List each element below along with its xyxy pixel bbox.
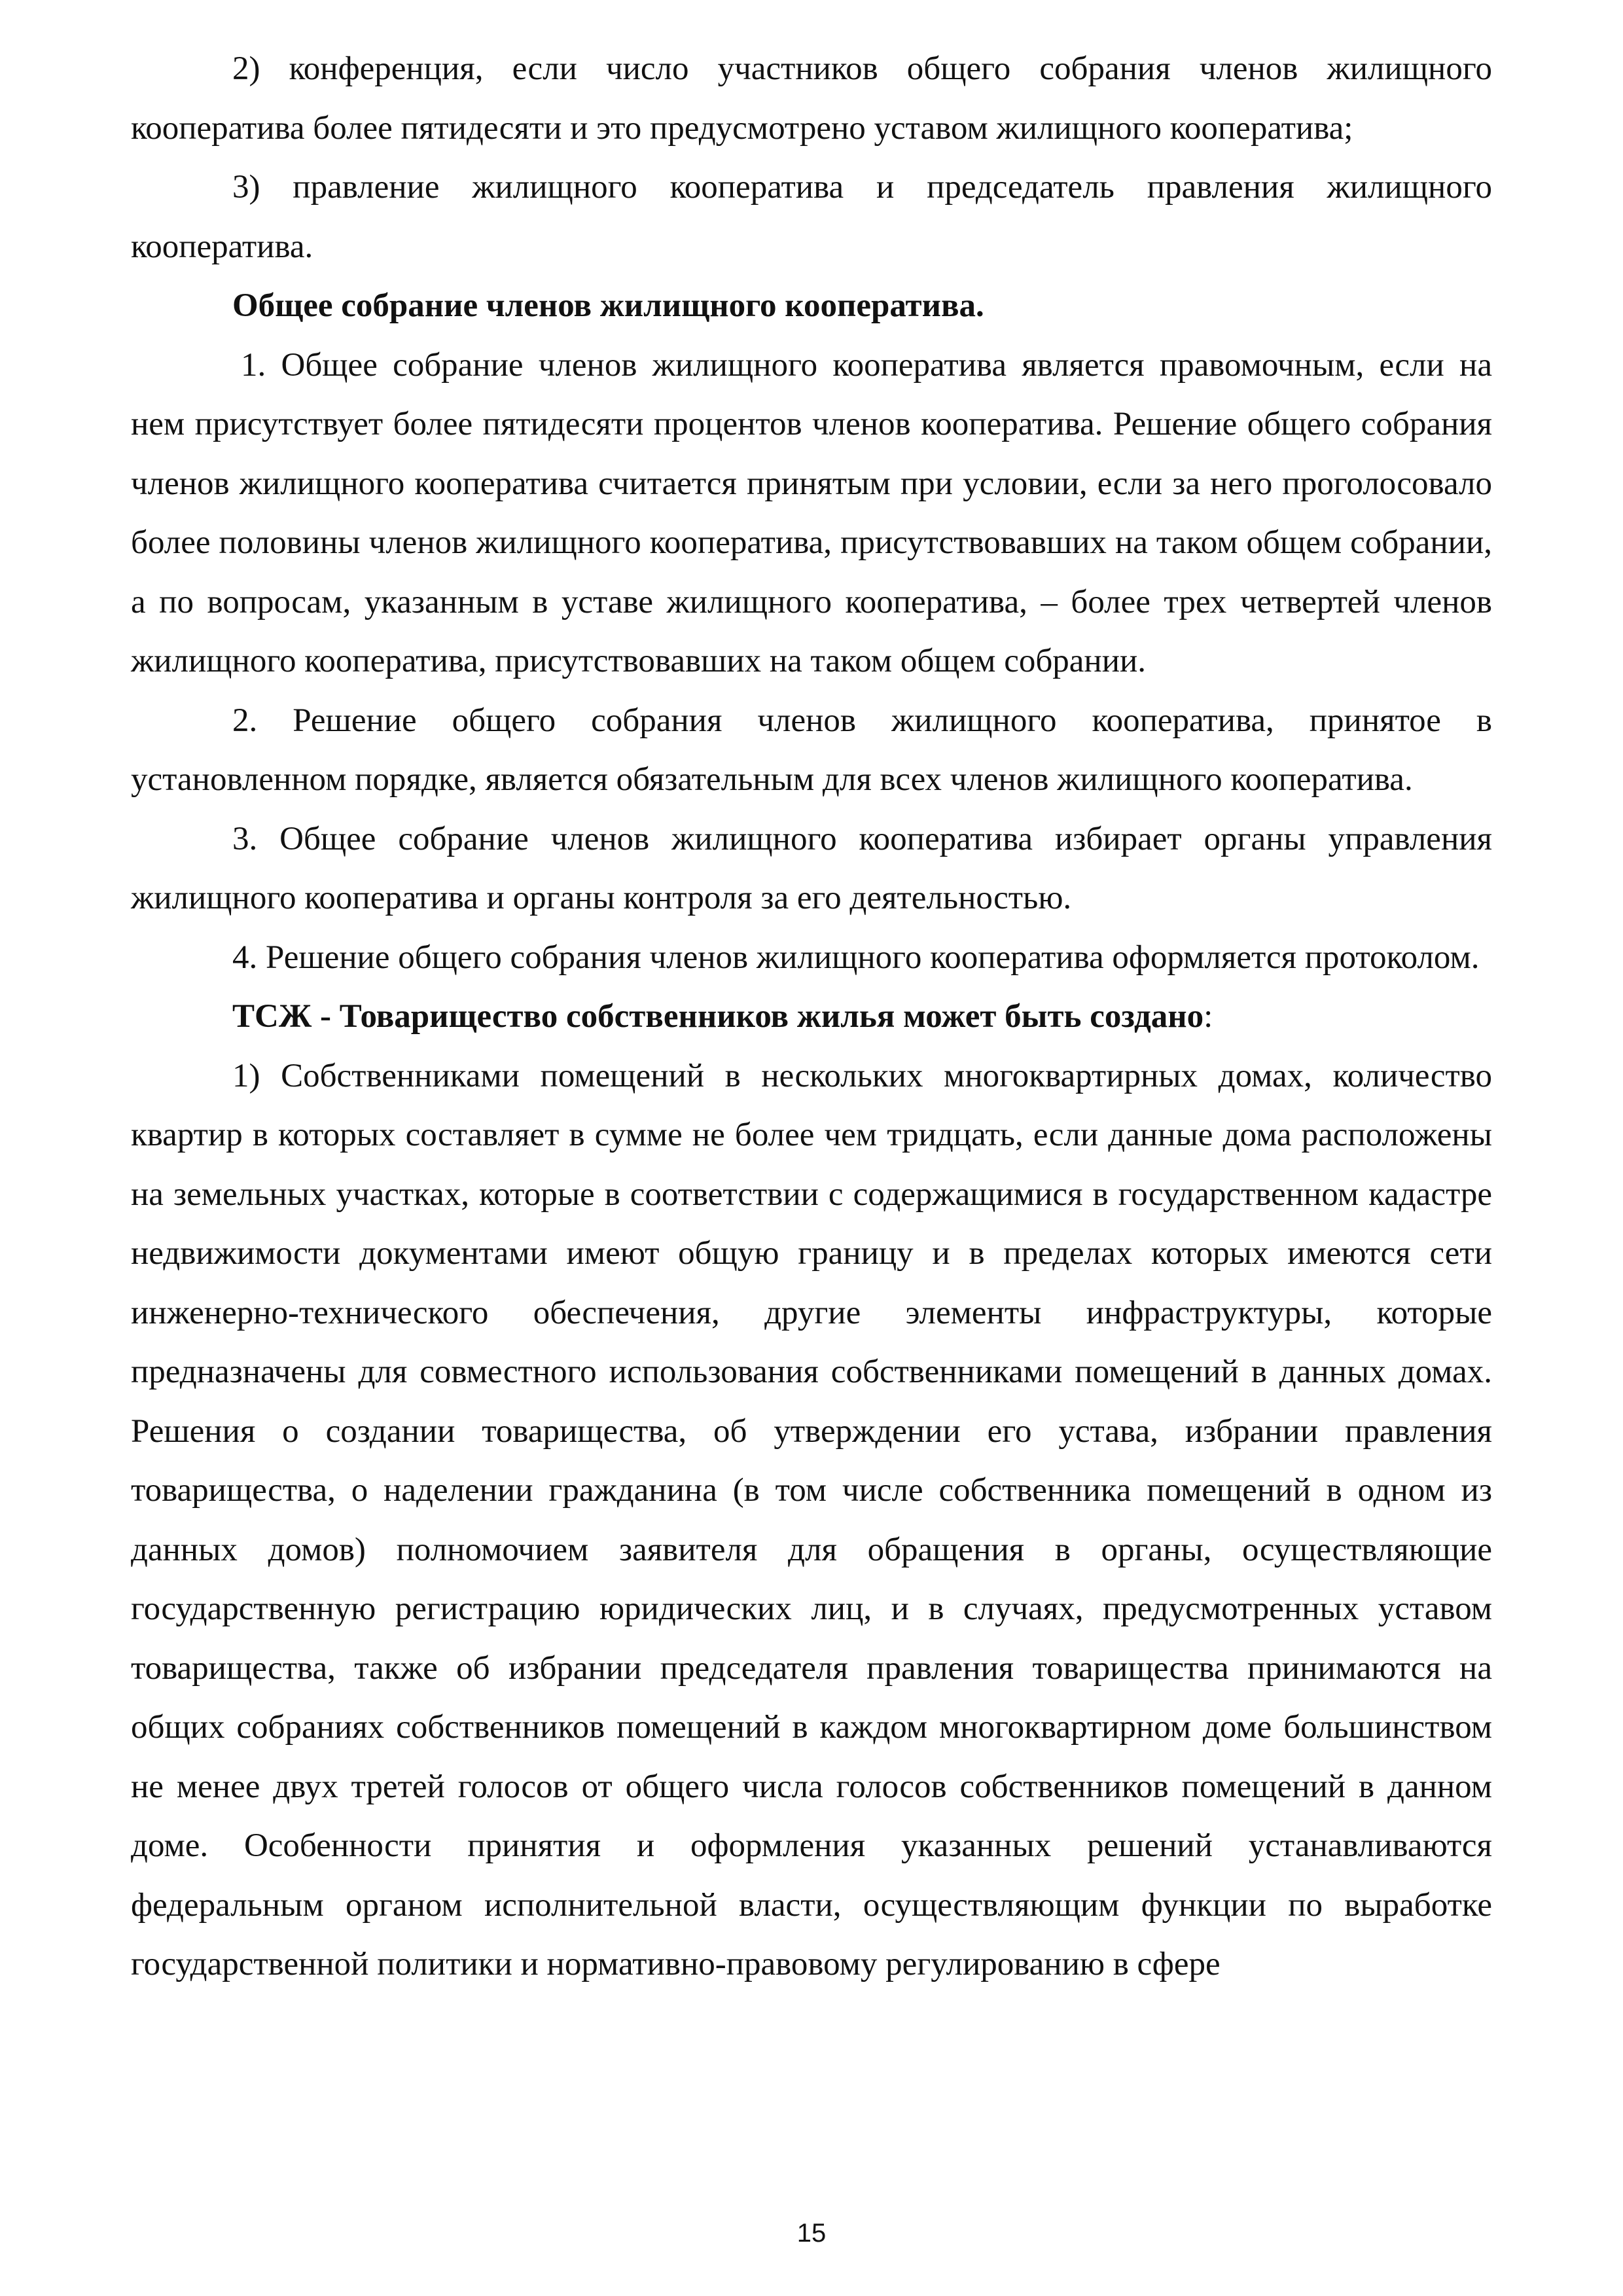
paragraph-conference: 2) конференция, если число участников общего собрания членов жилищного кооператива более пятидесяти и это предусмотрено уставом жилищного кооператива;: [131, 50, 1492, 147]
paragraph-board: 3) правление жилищного кооператива и председатель правления жилищного кооператива.: [131, 169, 1492, 265]
heading-tszh-colon: :: [1204, 998, 1213, 1035]
heading-general-meeting: Общее собрание членов жилищного кооператива.: [232, 287, 984, 324]
paragraph-item-2: 2. Решение общего собрания членов жилищного кооператива, принятое в установленном порядке, является обязательным для всех членов жилищного кооператива.: [131, 702, 1492, 798]
paragraph-item-1: 1. Общее собрание членов жилищного кооператива является правомочным, если на нем присутствует более пятидесяти процентов членов кооператива. Решение общего собрания членов жилищного кооператива считается принятым при условии, если за него проголосовало более половины членов жилищного кооператива, присутствовавших на таком общем собрании, а по вопросам, указанным в уставе жилищного кооператива, – более трех четвертей членов жилищного кооператива, присутствовавших на таком общем собрании.: [131, 346, 1492, 679]
page-number: 15: [796, 2219, 827, 2248]
paragraph-item-3: 3. Общее собрание членов жилищного кооператива избирает органы управления жилищного кооператива и органы контроля за его деятельностью.: [131, 820, 1492, 916]
heading-tszh: [131, 987, 1492, 1047]
document-body: [131, 39, 1492, 1994]
paragraph-item-4: 4. Решение общего собрания членов жилищного кооператива оформляется протоколом.: [232, 939, 1480, 976]
paragraph-tszh-item-1: 1) Собственниками помещений в нескольких многоквартирных домах, количество квартир в которых составляет в сумме не более чем тридцать, если данные дома расположены на земельных участках, которые в соответствии с содержащимися в государственном кадастре недвижимости документами имеют общую границу и в пределах которых имеются сети инженерно-технического обеспечения, другие элементы инфраструктуры, которые предназначены для совместного использования собственниками помещений в данных домах. Решения о создании товарищества, об утверждении его устава, избрании правления товарищества, о наделении гражданина (в том числе собственника помещений в одном из данных домов) полномочием заявителя для обращения в органы, осуществляющие государственную регистрацию юридических лиц, и в случаях, предусмотренных уставом товарищества, также об избрании председателя правления товарищества принимаются на общих собраниях собственников помещений в каждом многоквартирном доме большинством не менее двух третей голосов от общего числа голосов собственников помещений в данном доме. Особенности принятия и оформления указанных решений устанавливаются федеральным органом исполнительной власти, осуществляющим функции по выработке государственной политики и нормативно-правовому регулированию в сфере: [131, 1057, 1492, 1982]
heading-tszh-text: ТСЖ - Товарищество собственников жилья может быть создано: [232, 998, 1204, 1035]
